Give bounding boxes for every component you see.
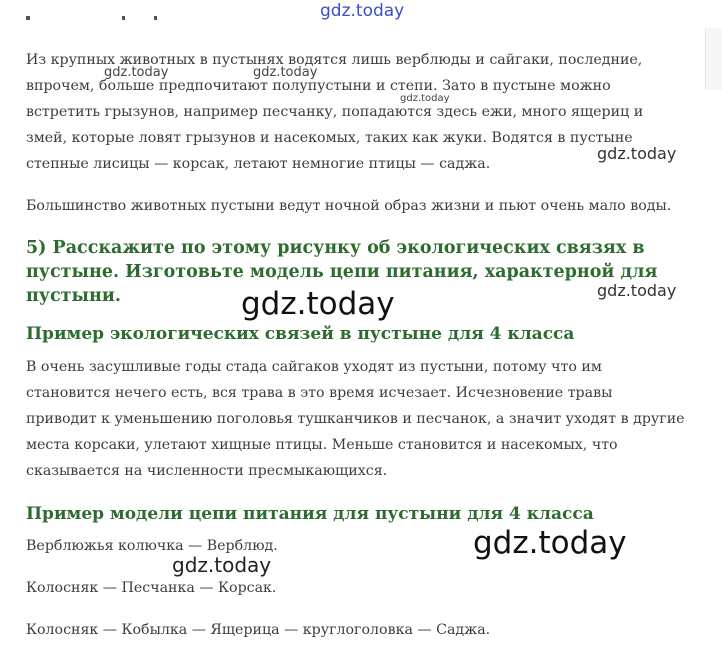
watermark: gdz.today (172, 553, 272, 577)
watermark: gdz.today (241, 286, 395, 322)
watermark: gdz.today (597, 144, 677, 163)
food-chain-item: Верблюжья колючка — Верблюд. (26, 538, 278, 554)
question-heading: 5) Расскажите по этому рисунку об экологических связях в пустыне. Изготовьте модель цепи питания, характерной для пустыни. (26, 238, 658, 306)
food-chain-item: Колосняк — Песчанка — Корсак. (26, 580, 277, 596)
relations-paragraph: В очень засушливые годы стада сайгаков уходят из пустыни, потому что им становится нечего есть, вся трава в это время исчезает. Исчезновение травы приводит к уменьшению поголовья тушканчиков и песчанок, а значит уходят в другие места корсаки, улетают хищные птицы. Меньше становится и насекомых, что сказывается на численности пресмыкающихся. (26, 359, 685, 479)
paragraph-night: Большинство животных пустыни ведут ночной образ жизни и пьют очень мало воды. (26, 198, 672, 214)
food-chain-heading: Пример модели цепи питания для пустыни для 4 класса (26, 504, 594, 524)
cut-off-text-line (26, 16, 176, 22)
watermark: gdz.today (473, 525, 627, 561)
watermark: gdz.today (104, 65, 169, 80)
watermark: gdz.today (253, 65, 318, 80)
watermark: gdz.today (597, 281, 677, 300)
scrollbar[interactable] (705, 28, 722, 90)
relations-heading: Пример экологических связей в пустыне для 4 класса (26, 324, 575, 344)
food-chain-item: Колосняк — Кобылка — Ящерица — круглоголовка — Саджа. (26, 622, 491, 638)
watermark: gdz.today (400, 93, 450, 104)
watermark: gdz.today (320, 1, 405, 21)
paragraph-animals: Из крупных животных в пустынях водятся лишь верблюды и сайгаки, последние, впрочем, больше предпочитают полупустыни и степи. Зато в пустыне можно встретить грызунов, например песчанку, попадаются здесь ежи, много ящериц и змей, которые ловят грызунов и насекомых, таких как жуки. Водятся в пустыне степные лисицы — корсак, летают немногие птицы — саджа. (26, 52, 644, 172)
